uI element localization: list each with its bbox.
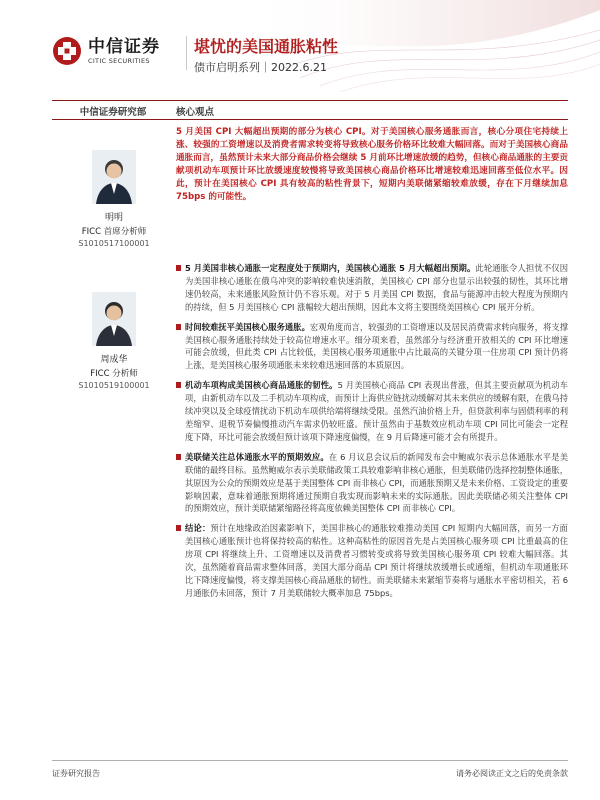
logo-chinese-text: 中信证券	[88, 36, 160, 57]
bullet-lead: 时间较难抚平美国核心服务通胀。	[185, 321, 310, 332]
analyst-license-code: S1010519100001	[78, 381, 150, 390]
section-rule	[52, 119, 568, 120]
list-item	[176, 262, 568, 314]
bullet-text: 在 6 月议息会议后的新闻发布会中鲍威尔表示总体通胀水平是美联储的最终目标。虽然鲍威尔表示美联储政策工具较难影响非核心通胀，但美联储仍选择控制整体通胀，其原因为公众的预期效应是基于美国整体 CPI 而非核心 CPI，而通胀预期又是未来价格、工资设定的重要影响因素，意味着通胀预期将通过预期自我实现而影响未来的实际通胀。因此美联储必须关注整体 CPI 的预期效应，预计美联储紧缩路径将高度依赖美国整体 CPI 而非核心 CPI。	[185, 451, 568, 514]
bullet-marker-icon	[176, 324, 181, 330]
analyst-license-code: S1010517100001	[78, 239, 150, 248]
logo-english-text: CITIC SECURITIES	[88, 56, 150, 65]
analyst-role: FICC 分析师	[90, 369, 138, 379]
analyst-name: 明明	[104, 213, 123, 223]
footer-report-type: 证券研究报告	[52, 769, 100, 778]
list-item	[176, 451, 568, 516]
research-dept-heading: 中信证券研究部	[79, 107, 147, 118]
top-rule	[52, 100, 568, 101]
analyst-photo-icon	[92, 292, 136, 346]
bullet-text: 预计在地缘政治因素影响下，美国非核心的通胀较难推动美国 CPI 短期内大幅回落，而另一方面美国核心通胀预计也将保持较高的粘性。这种高粘性的原因首先是占美国核心服务项 CPI 比重最高的住房项 CPI 将继续上升、工资增速以及消费者习惯转变或将导致美国核心服务项 CPI 较难大幅回落。其次，虽然随着商品需求整体回落，美国大部分商品 CPI 预计将继续放缓增长或通缩，但机动车项通胀环比下降速度偏慢，将支撑美国核心商品通胀的韧性。而美联储未来紧缩节奏将与通胀水平密切相关，若 6 月通胀仍未回落，预计 7 月美联储较大概率加息 75bps。	[185, 523, 568, 598]
bullet-lead: 美联储关注总体通胀水平的预期效应。	[185, 451, 329, 462]
core-views-heading: 核心观点	[176, 107, 215, 118]
bullet-marker-icon	[176, 265, 181, 271]
bullet-marker-icon	[176, 382, 181, 388]
analyst-name: 周成华	[100, 355, 128, 365]
bullet-marker-icon	[176, 525, 181, 531]
bullet-text: 宏观角度而言，较强劲的工资增速以及居民消费需求转向服务，将支撑美国核心服务通胀持续处于较高位增速水平。细分项来看，虽然部分与经济重开放相关的 CPI 环比增速可能会放缓，但此类 CPI 占比较低，美国核心服务项通胀中占比最高的关键分项一住房项 CPI 预计仍将上涨，是美国核心服务项通胀未来较难迅速回落的本质原因。	[185, 321, 568, 371]
report-title: 堪忧的美国通胀粘性	[194, 37, 339, 56]
report-header	[0, 0, 600, 92]
list-item	[176, 522, 568, 599]
footer-rule	[52, 760, 568, 761]
bullet-text: 此轮通胀令人担忧不仅因为美国非核心通胀在俄乌冲突的影响较难快速消散，美国核心 CPI 部分也显示出较强的韧性，其环比增速仍较高，未来通胀风险预计仍不容乐观。对于 5 月美国 CPI 数据，食品与能源冲击较大程度为预期内的持续，但 5 月美国核心 CPI 涨幅较大超出预期，因此本文将主要围绕美国核心 CPI 展开分析。	[185, 263, 568, 312]
analyst-card	[60, 292, 168, 390]
footer-disclaimer-note: 请务必阅读正文之后的免责条款	[456, 769, 568, 778]
bullet-text: 5 月美国核心商品 CPI 表现出普涨，但其主要贡献项为机动车项，由新机动车以及二手机动车项构成，而预计上海供应链扰动缓解对其未来供应的缓解有限，在俄乌持续冲突以及全球疫情扰动下机动车项供给端将继续受限。虽然汽油价格上升，但贷款利率与固债利率的利差缩窄、退税节奏偏慢推动汽车需求仍较旺盛。预计虽然由于基数效应机动车项 CPI 同比可能会一定程度下降，环比可能会放缓但预计该项下降速度偏慢，在 9 月后降速可能才会有所提升。	[185, 380, 568, 442]
list-item	[176, 379, 568, 444]
report-series-date: 债市启明系列｜2022.6.21	[194, 61, 327, 74]
citic-logo	[52, 36, 160, 66]
key-points-list	[176, 262, 568, 607]
bullet-lead: 5 月美国非核心通胀一定程度处于预期内，美国核心通胀 5 月大幅超出预期。	[185, 263, 476, 273]
analyst-card	[60, 150, 168, 248]
list-item	[176, 321, 568, 373]
bullet-lead: 结论：	[185, 523, 211, 534]
header-divider	[186, 36, 187, 70]
analyst-role: FICC 首席分析师	[81, 227, 147, 237]
analyst-photo-icon	[92, 150, 136, 204]
bullet-lead: 机动车项构成美国核心商品通胀的韧性。	[185, 380, 338, 391]
bullet-marker-icon	[176, 454, 181, 460]
citic-logo-mark-icon	[52, 36, 82, 66]
core-view-summary: 5 月美国 CPI 大幅超出预期的部分为核心 CPI。对于美国核心服务通胀而言，核心分项住宅持续上涨、较强的工资增速以及消费者需求转变将导致核心服务价格环比较难大幅回落。而对于美国核心商品通胀而言，虽然预计未来大部分商品价格会继续 5 月前环比增速放缓的趋势，但核心商品通胀的主要贡献项机动车项预计环比放缓速度较慢将导致美国核心商品价格环比增速较难迅速回落至低位水平。因此，预计在美国核心 CPI 具有较高的粘性背景下，短期内美联储紧缩较难放缓，存在下月继续加息 75bps 的可能性。	[176, 127, 568, 202]
